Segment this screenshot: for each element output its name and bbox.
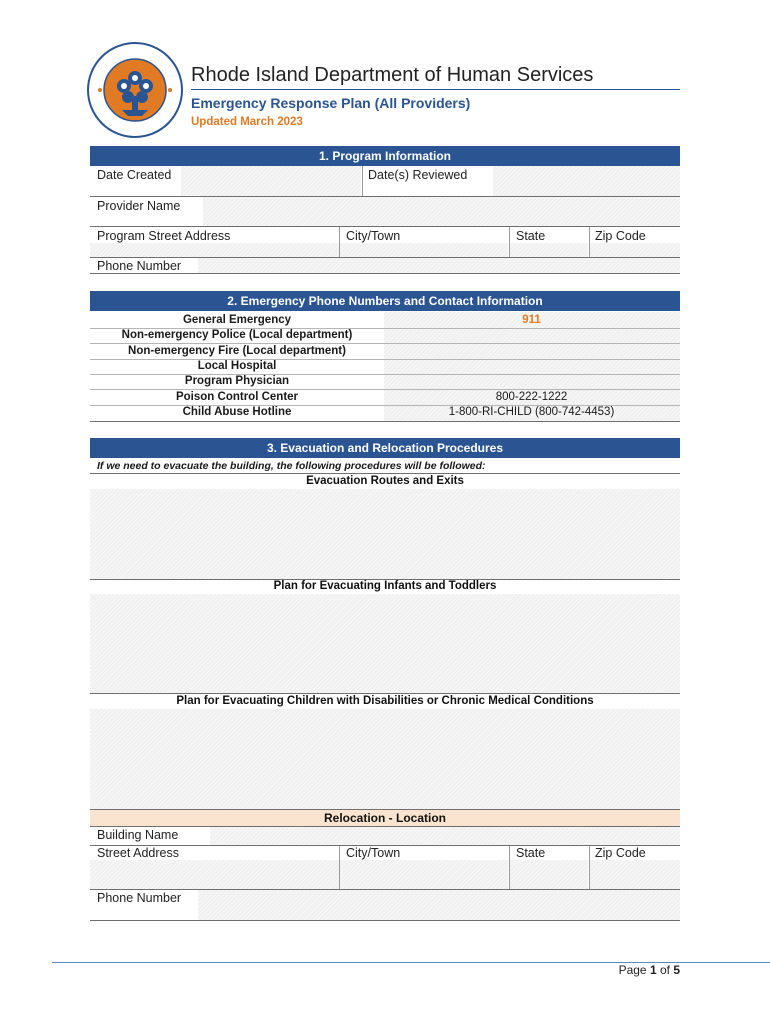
row-divider [90, 421, 680, 422]
row-divider [90, 328, 680, 329]
relocation-title: Relocation - Location [90, 810, 680, 826]
relocation-zip-label: Zip Code [595, 846, 646, 860]
page-title: Rhode Island Department of Human Services [191, 64, 594, 86]
evacuation-routes-field[interactable] [90, 489, 680, 579]
row-divider [90, 343, 680, 344]
page-prefix: Page [618, 963, 650, 977]
page-of: of [656, 963, 674, 977]
relocation-phone-field[interactable] [198, 890, 680, 920]
contact-row-physician [90, 374, 680, 389]
relocation-city-label: City/Town [346, 846, 401, 860]
disabilities-plan-field[interactable] [90, 709, 680, 809]
contact-row-fire [90, 344, 680, 359]
page-number [560, 963, 680, 977]
relocation-zip-field[interactable] [590, 860, 680, 889]
date-created-label: Date Created [97, 168, 172, 182]
infants-plan-field[interactable] [90, 594, 680, 693]
divider [362, 166, 363, 196]
provider-name-field[interactable] [203, 197, 680, 226]
provider-name-label: Provider Name [97, 199, 181, 213]
street-address-field[interactable] [90, 243, 339, 257]
state-field[interactable] [510, 243, 588, 257]
infants-plan-title: Plan for Evacuating Infants and Toddlers [273, 580, 497, 592]
row-divider [90, 405, 680, 406]
row-divider [90, 374, 680, 375]
phone-number-field[interactable] [198, 258, 680, 273]
building-name-label: Building Name [97, 828, 179, 842]
title-underline [191, 89, 680, 90]
street-address-label: Program Street Address [97, 229, 231, 243]
contact-label: Program Physician [184, 375, 290, 388]
ri-dhs-seal-icon [82, 40, 188, 140]
contact-label: Child Abuse Hotline [182, 405, 292, 418]
phone-number-label: Phone Number [97, 259, 182, 273]
contact-label: Non-emergency Fire (Local department) [128, 344, 346, 357]
row-divider [90, 920, 680, 921]
page-subtitle: Emergency Response Plan (All Providers) [191, 95, 471, 111]
contact-row-general-emergency [90, 313, 680, 328]
contact-value[interactable]: 911 [522, 314, 541, 326]
relocation-state-label: State [516, 846, 546, 860]
ri-dhs-logo [82, 40, 188, 140]
contact-row-child-abuse [90, 405, 680, 420]
zip-field[interactable] [590, 243, 680, 257]
relocation-street-field[interactable] [90, 860, 339, 889]
city-town-field[interactable] [340, 243, 508, 257]
section2-header: 2. Emergency Phone Numbers and Contact Information [90, 291, 680, 311]
disabilities-plan-title: Plan for Evacuating Children with Disabilities or Chronic Medical Conditions [176, 695, 594, 707]
relocation-state-field[interactable] [510, 860, 588, 889]
relocation-phone-label: Phone Number [97, 891, 182, 905]
section1-header: 1. Program Information [90, 146, 680, 166]
page-total: 5 [673, 963, 680, 977]
building-name-field[interactable] [210, 827, 680, 845]
contact-row-hospital [90, 359, 680, 374]
contact-label: Poison Control Center [175, 390, 299, 403]
contact-value[interactable]: 800-222-1222 [495, 390, 568, 403]
row-divider [90, 359, 680, 360]
relocation-street-label: Street Address [97, 846, 179, 860]
contact-value[interactable]: 1-800-RI-CHILD (800-742-4453) [448, 405, 615, 418]
date-created-field[interactable] [181, 166, 361, 196]
row-divider [90, 389, 680, 390]
updated-date: Updated March 2023 [191, 116, 303, 128]
state-label: State [516, 229, 546, 243]
section3-header: 3. Evacuation and Relocation Procedures [90, 438, 680, 458]
row-divider [90, 693, 680, 694]
contact-row-police [90, 328, 680, 343]
dates-reviewed-field[interactable] [493, 166, 680, 196]
relocation-city-field[interactable] [340, 860, 508, 889]
page-current: 1 [649, 963, 657, 977]
dates-reviewed-label: Date(s) Reviewed [368, 168, 468, 182]
contact-label: Non-emergency Police (Local department) [121, 329, 353, 342]
row-divider [90, 226, 680, 227]
city-town-label: City/Town [346, 229, 401, 243]
evacuation-routes-title: Evacuation Routes and Exits [306, 475, 464, 487]
zip-label: Zip Code [595, 229, 646, 243]
contact-label: Local Hospital [197, 359, 277, 372]
contact-label: General Emergency [182, 314, 292, 326]
row-divider [90, 273, 680, 274]
contact-row-poison-control [90, 390, 680, 405]
row-divider [90, 473, 680, 474]
evacuation-intro: If we need to evacuate the building, the following procedures will be followed: [97, 460, 486, 472]
